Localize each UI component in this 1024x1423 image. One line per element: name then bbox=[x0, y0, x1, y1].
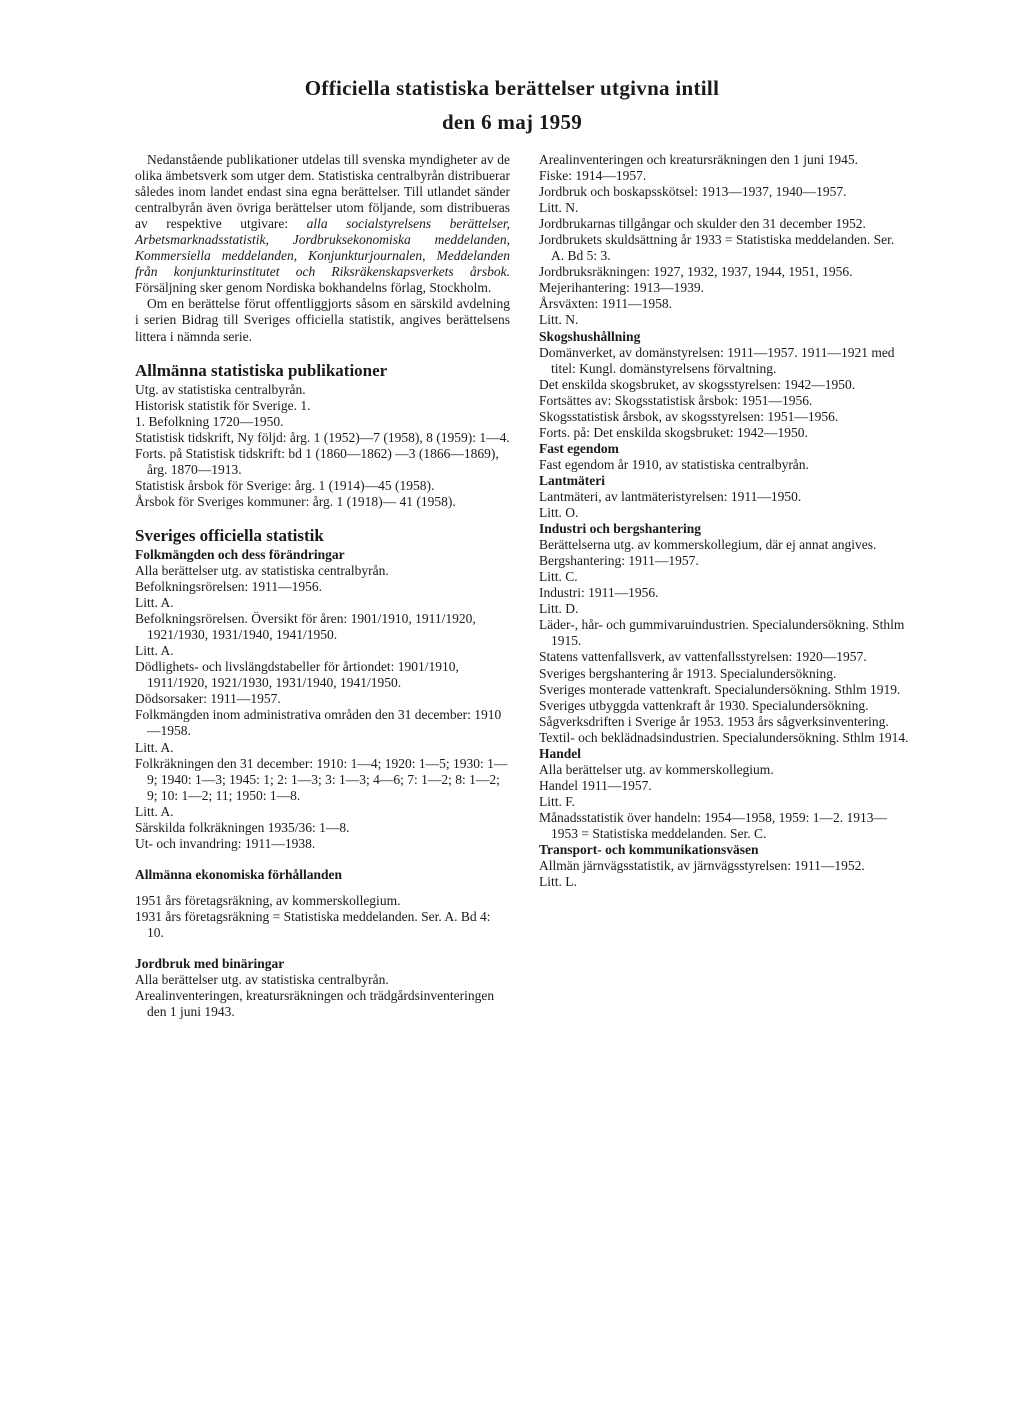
list-item: Mejerihantering: 1913—1939. bbox=[539, 280, 704, 296]
list-item: Bergshantering: 1911—1957. bbox=[539, 553, 699, 569]
list-item: Litt. O. bbox=[539, 505, 579, 521]
list-item: Litt. N. bbox=[539, 312, 579, 328]
list-item: Berättelserna utg. av kommerskollegium, där ej annat angives. bbox=[539, 537, 877, 553]
list-item: Sveriges utbyggda vattenkraft år 1930. Specialundersökning. bbox=[539, 697, 869, 713]
list-item: Sveriges monterade vattenkraft. Specialundersökning. Sthlm 1919. bbox=[539, 681, 901, 697]
list-item: Sveriges bergshantering år 1913. Specialundersökning. bbox=[539, 665, 837, 681]
list-item: Befolkningsrörelsen. Översikt för åren: 1901/1910, 1911/1920, 1921/1930, 1931/1940, 1941/1950. bbox=[135, 611, 476, 643]
list-item: Statistisk årsbok för Sverige: årg. 1 (1914)—45 (1958). bbox=[135, 477, 435, 493]
transport-list bbox=[539, 858, 909, 890]
list-item: Årsväxten: 1911—1958. bbox=[539, 296, 672, 312]
list-item: Lantmäteri, av lantmäteristyrelsen: 1911—1950. bbox=[539, 488, 802, 504]
list-item: Jordbruk och boskapsskötsel: 1913—1937, 1940—1957. bbox=[539, 184, 847, 200]
list-item: Dödlighets- och livslängdstabeller för årtiondet: 1901/1910, 1911/1920, 1921/1930, 1931/1940, 1941/1950. bbox=[135, 659, 459, 691]
list-item: Fast egendom år 1910, av statistiska centralbyrån. bbox=[539, 456, 809, 472]
list-item: Litt. D. bbox=[539, 601, 579, 617]
list-item: Fiske: 1914—1957. bbox=[539, 168, 647, 184]
list-item: 1. Befolkning 1720—1950. bbox=[135, 413, 284, 429]
list-item: Alla berättelser utg. av statistiska centralbyrån. bbox=[135, 562, 389, 578]
list-item: Litt. A. bbox=[135, 643, 174, 659]
intro-paragraph bbox=[135, 152, 510, 296]
handel-list bbox=[539, 762, 909, 842]
list-item: Fortsättes av: Skogsstatistisk årsbok: 1951—1956. bbox=[539, 392, 813, 408]
list-item: Statens vattenfallsverk, av vattenfallsstyrelsen: 1920—1957. bbox=[539, 649, 867, 665]
list-item: Jordbrukarnas tillgångar och skulder den 31 december 1952. bbox=[539, 216, 866, 232]
list-item: Skogsstatistisk årsbok, av skogsstyrelsen: 1951—1956. bbox=[539, 408, 839, 424]
list-item: Litt. A. bbox=[135, 739, 174, 755]
allmanna-list bbox=[135, 382, 510, 510]
list-item: Utg. av statistiska centralbyrån. bbox=[135, 381, 306, 397]
subsection-heading-handel: Handel bbox=[539, 745, 582, 761]
list-item: Historisk statistik för Sverige. 1. bbox=[135, 397, 311, 413]
list-item: Forts. på: Det enskilda skogsbruket: 1942—1950. bbox=[539, 424, 808, 440]
folkmangden-list bbox=[135, 563, 510, 852]
subsection-heading-transport: Transport- och kommunikationsväsen bbox=[539, 842, 759, 858]
list-item: Litt. N. bbox=[539, 200, 579, 216]
industri-list bbox=[539, 537, 909, 746]
list-item: Årsbok för Sveriges kommuner: årg. 1 (1918)— 41 (1958). bbox=[135, 493, 456, 509]
subsection-heading-ekonomiska: Allmänna ekonomiska förhållanden bbox=[135, 866, 343, 882]
list-item: Ut- och invandring: 1911—1938. bbox=[135, 835, 316, 851]
list-item: Sågverksdriften i Sverige år 1953. 1953 års sågverksinventering. bbox=[539, 713, 889, 729]
subsection-heading-lantmateri: Lantmäteri bbox=[539, 472, 605, 488]
list-item: Industri: 1911—1956. bbox=[539, 585, 659, 601]
subsection-heading-jordbruk: Jordbruk med binäringar bbox=[135, 956, 285, 972]
ekonomiska-list bbox=[135, 893, 510, 941]
list-item: Alla berättelser utg. av kommerskollegium. bbox=[539, 761, 774, 777]
list-item: Läder-, hår- och gummivaruindustrien. Specialundersökning. Sthlm 1915. bbox=[539, 617, 905, 649]
list-item: Textil- och beklädnadsindustrien. Specialundersökning. Sthlm 1914. bbox=[539, 729, 909, 745]
list-item: Alla berättelser utg. av statistiska centralbyrån. bbox=[135, 972, 389, 988]
list-item: Litt. F. bbox=[539, 793, 576, 809]
list-item: 1931 års företagsräkning = Statistiska meddelanden. Ser. A. Bd 4: 10. bbox=[135, 908, 491, 940]
list-item: Litt. C. bbox=[539, 569, 578, 585]
list-item: Handel 1911—1957. bbox=[539, 777, 652, 793]
list-item: 1951 års företagsräkning, av kommerskollegium. bbox=[135, 892, 401, 908]
section-heading-allmanna: Allmänna statistiska publikationer bbox=[135, 360, 388, 380]
intro-italic-list: alla socialstyrelsens berättelser, Arbetsmarknadsstatistik, Jordbruksekonomiska meddelanden, Kommersiella meddelanden, Konjunkturjournalen, Meddelanden från konjunkturinstitutet och Riksräkenskapsverkets årsbok. bbox=[135, 216, 511, 280]
list-item: Befolkningsrörelsen: 1911—1956. bbox=[135, 579, 322, 595]
intro-paragraph-2: Om en berättelse förut offentliggjorts såsom en särskild avdelning i serien Bidrag till Sveriges officiella statistik, angives berättelsens littera i nämnda serie. bbox=[135, 296, 510, 344]
jordbruk-list-left bbox=[135, 972, 510, 1020]
list-item: Det enskilda skogsbruket, av skogsstyrelsen: 1942—1950. bbox=[539, 376, 856, 392]
list-item: Statistisk tidskrift, Ny följd: årg. 1 (1952)—7 (1958), 8 (1959): 1—4. bbox=[135, 429, 510, 445]
right-column bbox=[539, 152, 909, 890]
list-item: Dödsorsaker: 1911—1957. bbox=[135, 691, 281, 707]
list-item: Forts. på Statistisk tidskrift: bd 1 (1860—1862) —3 (1866—1869), årg. 1870—1913. bbox=[135, 445, 499, 477]
intro-text-1: Nedanstående publikationer utdelas till svenska myndigheter av de olika ämbetsverk som utger dem. Statistiska centralbyrån distribuerar således inom landet endast sina egna berättelser. Till utlandet sänder centralbyrån även övriga berättelser utom följande, som distribueras av respektive utgivare: bbox=[135, 152, 510, 232]
intro-text-2: Försäljning sker genom Nordiska bokhandelns förlag, Stockholm. bbox=[135, 280, 492, 296]
list-item: Litt. A. bbox=[135, 595, 174, 611]
list-item: Jordbruksräkningen: 1927, 1932, 1937, 1944, 1951, 1956. bbox=[539, 264, 853, 280]
list-item: Allmän järnvägsstatistik, av järnvägsstyrelsen: 1911—1952. bbox=[539, 858, 865, 874]
subsection-heading-industri: Industri och bergshantering bbox=[539, 521, 702, 537]
list-item: Folkmängden inom administrativa områden den 31 december: 1910—1958. bbox=[135, 707, 502, 739]
list-item: Arealinventeringen och kreatursräkningen den 1 juni 1945. bbox=[539, 152, 859, 167]
skog-list bbox=[539, 345, 909, 441]
list-item: Jordbrukets skuldsättning år 1933 = Statistiska meddelanden. Ser. A. Bd 5: 3. bbox=[539, 232, 895, 264]
document-subtitle: den 6 maj 1959 bbox=[441, 110, 583, 134]
subsection-heading-skog: Skogshushållning bbox=[539, 328, 641, 344]
subsection-heading-fast-egendom: Fast egendom bbox=[539, 440, 619, 456]
document-title: Officiella statistiska berättelser utgivna intill bbox=[304, 76, 720, 100]
subsection-heading-folkmangden: Folkmängden och dess förändringar bbox=[135, 546, 345, 562]
left-column bbox=[135, 152, 510, 1020]
list-item: Månadsstatistik över handeln: 1954—1958, 1959: 1—2. 1913—1953 = Statistiska meddelanden. Ser. C. bbox=[539, 809, 887, 841]
list-item: Folkräkningen den 31 december: 1910: 1—4; 1920: 1—5; 1930: 1—9; 1940: 1—3; 1945: 1; 2: 1—3; 3: 1—3; 4—6; 7: 1—2; 8: 1—2; 9; 10: 1—2; 11; 1950: 1—8. bbox=[135, 755, 508, 803]
list-item: Litt. A. bbox=[135, 803, 174, 819]
list-item: Arealinventeringen, kreatursräkningen och trädgårdsinventeringen den 1 juni 1943. bbox=[135, 988, 495, 1020]
jordbruk-list-right bbox=[539, 152, 909, 329]
list-item: Domänverket, av domänstyrelsen: 1911—1957. 1911—1921 med titel: Kungl. domänstyrelsens förvaltning. bbox=[539, 344, 895, 376]
section-heading-sos: Sveriges officiella statistik bbox=[135, 525, 324, 545]
list-item: Särskilda folkräkningen 1935/36: 1—8. bbox=[135, 819, 350, 835]
list-item: Litt. L. bbox=[539, 874, 577, 890]
